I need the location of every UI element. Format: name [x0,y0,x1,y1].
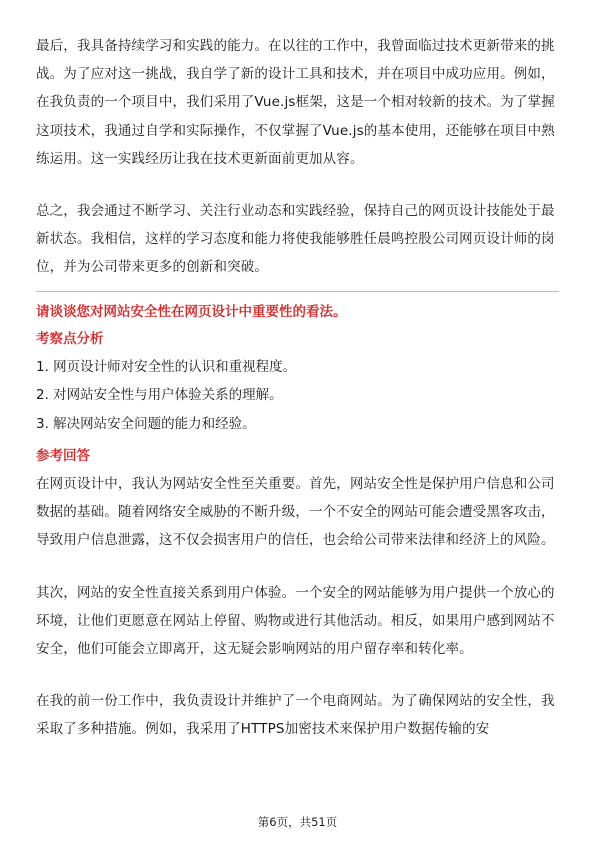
intro-paragraph-2: 总之，我会通过不断学习、关注行业动态和实践经验，保持自己的网页设计技能处于最新状态。我相信，这样的学习态度和能力将使我能够胜任晨鸣控股公司网页设计师的岗位，并为公司带来更多的创新和突破。 [36,203,555,276]
answer-paragraph-2: 其次，网站的安全性直接关系到用户体验。一个安全的网站能够为用户提供一个放心的环境，让他们更愿意在网站上停留、购物或进行其他活动。相反，如果用户感到网站不安全，他们可能会立即离开，这无疑会影响网站的用户留存率和转化率。 [36,584,555,658]
section-divider [36,291,559,292]
page-footer: 第6页，共51页 [257,815,338,829]
intro-paragraph-1: 最后，我具备持续学习和实践的能力。在以往的工作中，我曾面临过技术更新带来的挑战。为了应对这一挑战，我自学了新的设计工具和技术，并在项目中成功应用。例如，在我负责的一个项目中，我们采用了Vue.js框架，这是一个相对较新的技术。为了掌握这项技术，我通过自学和实际操作，不仅掌握了Vue.js的基本使用，还能够在项目中熟练运用。这一实践经历让我在技术更新面前更加从容。 [36,38,555,167]
analysis-item-2: 2. 对网站安全性与用户体验关系的理解。 [36,387,283,404]
answer-paragraph-1: 在网页设计中，我认为网站安全性至关重要。首先，网站安全性是保护用户信息和公司数据的基础。随着网络安全威胁的不断升级，一个不安全的网站可能会遭受黑客攻击，导致用户信息泄露，这不仅会损害用户的信任，也会给公司带来法律和经济上的风险。 [36,476,555,549]
analysis-item-1: 1. 网页设计师对安全性的认识和重视程度。 [36,358,297,375]
analysis-item-3: 3. 解决网站安全问题的能力和经验。 [36,416,256,433]
question-heading: 请谈谈您对网站安全性在网页设计中重要性的看法。 [36,303,347,320]
answer-paragraph-3: 在我的前一份工作中，我负责设计并维护了一个电商网站。为了确保网站的安全性，我采取了多种措施。例如，我采用了HTTPS加密技术来保护用户数据传输的安 [36,693,555,738]
paragraph-gap [36,663,559,687]
answer-label: 参考回答 [36,448,90,465]
paragraph-gap [36,173,559,197]
document-page [36,32,559,744]
paragraph-gap [36,555,559,579]
analysis-label: 考察点分析 [36,330,104,347]
